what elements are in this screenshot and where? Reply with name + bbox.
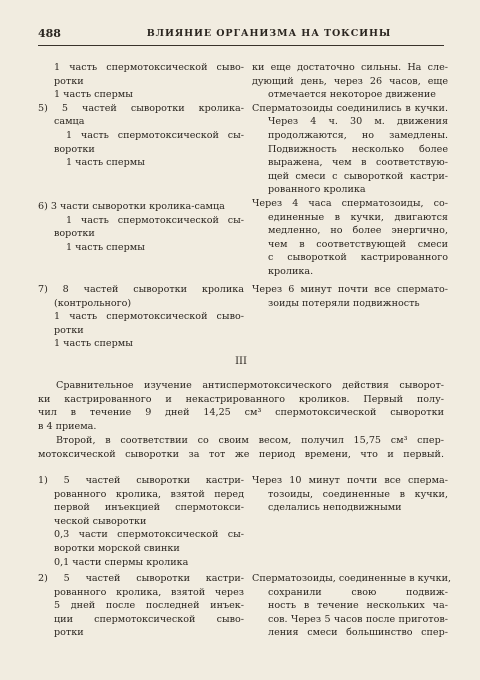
intro-paragraph — [38, 379, 444, 433]
mixture-column-top-7 — [38, 283, 244, 351]
mixture-line: ротки — [54, 75, 84, 87]
observation-line: ность в течение нескольких ча- — [268, 600, 448, 612]
mixture-line: ротки — [54, 324, 84, 336]
observation-line: чем в соответствующей смеси — [268, 238, 448, 250]
observation-line: сделались неподвижными — [268, 502, 402, 514]
mixture-line: 1 часть спермы — [66, 157, 145, 169]
mixture-line: ции спермотоксической сыво- — [54, 613, 244, 625]
observation-line: медленно, но более энергично, — [268, 225, 448, 237]
paragraph-line: ки кастрированного и некастрированного кроликов. Первый полу- — [38, 393, 444, 405]
mixture-line: 1 часть спермы — [54, 338, 133, 350]
observation-line: кролика. — [268, 265, 314, 277]
second-paragraph — [38, 434, 444, 461]
mixture-line: ческой сыворотки — [54, 515, 147, 527]
paragraph-line: Сравнительное изучение антиспермотоксического действия сыворот- — [56, 380, 444, 391]
mixture-line: 1 часть спермотоксической сы- — [66, 129, 244, 141]
page-number: 488 — [38, 27, 61, 40]
page-header — [38, 27, 444, 43]
mixture-column-bottom-2 — [38, 572, 244, 640]
observation-line: Через 4 часа сперматозоиды, со- — [252, 197, 448, 209]
mixture-line: 1) 5 частей сыворотки кастри- — [38, 475, 244, 486]
mixture-line: 6) 3 части сыворотки кролика-самца — [38, 201, 225, 212]
observation-column-bottom-2 — [252, 572, 452, 640]
observation-line: ки еще достаточно сильны. На сле- — [252, 62, 448, 73]
mixture-line: 0,3 части спермотоксической сы- — [54, 529, 244, 541]
observation-line: тозоиды, соединенные в кучки, — [268, 488, 448, 500]
observation-line: дующий день, через 26 часов, еще — [252, 75, 448, 87]
observation-line: Через 4 ч. 30 м. движения — [268, 116, 448, 128]
mixture-column-top-6 — [38, 200, 244, 254]
observation-line: выражена, чем в соответствую- — [268, 157, 448, 169]
paragraph-line: мотоксической сыворотки за тот же период времени, что и первый. — [38, 448, 444, 460]
observation-column-top-7 — [252, 283, 448, 310]
observation-column-top — [252, 61, 448, 279]
observation-line: Через 10 минут почти все сперма- — [252, 475, 448, 486]
header-rule — [38, 45, 444, 46]
mixture-line: рованного кролика, взятой через — [54, 586, 244, 598]
observation-column-bottom — [252, 474, 448, 515]
mixture-column-top — [38, 61, 244, 170]
paragraph-line: в 4 приема. — [38, 420, 97, 432]
mixture-line: (контрольного) — [54, 297, 132, 309]
observation-line: Сперматозоиды, соединенные в кучки, — [252, 573, 452, 584]
running-head: ВЛИЯНИЕ ОРГАНИЗМА НА ТОКСИНЫ — [146, 28, 392, 39]
observation-line: единенные в кучки, двигаются — [268, 211, 448, 223]
observation-line: ления смеси большинство спер- — [268, 627, 448, 639]
mixture-line: 5) 5 частей сыворотки кролика- — [38, 102, 244, 114]
mixture-line: 2) 5 частей сыворотки кастри- — [38, 573, 244, 584]
mixture-line: 1 часть спермотоксической сыво- — [54, 62, 244, 73]
observation-line: отмечается некоторое движение — [268, 89, 436, 101]
mixture-line: 7) 8 частей сыворотки кролика — [38, 284, 244, 295]
mixture-column-bottom — [38, 474, 244, 569]
section-number: III — [235, 356, 247, 367]
mixture-line: 0,1 части спермы кролика — [54, 556, 189, 568]
observation-line: рованного кролика — [268, 184, 366, 196]
mixture-line: 1 часть спермотоксической сыво- — [54, 311, 244, 323]
paragraph-line: Второй, в соответствии со своим весом, получил 15,75 см³ спер- — [56, 435, 444, 446]
mixture-line: воротки морской свинки — [54, 542, 180, 554]
observation-line: Сперматозоиды соединились в кучки. — [252, 102, 448, 114]
mixture-line: самца — [54, 116, 85, 128]
mixture-line: воротки — [54, 228, 95, 240]
mixture-line: 5 дней после последней инъек- — [54, 600, 244, 612]
mixture-line: 1 часть спермы — [54, 89, 133, 101]
mixture-line: воротки — [54, 143, 95, 155]
observation-line: Через 6 минут почти все спермато- — [252, 284, 448, 295]
mixture-line: 1 часть спермотоксической сы- — [66, 214, 244, 226]
mixture-line: рованного кролика, взятой перед — [54, 488, 244, 500]
observation-line: Подвижность несколько более — [268, 143, 448, 155]
paragraph-line: чил в течение 9 дней 14,25 см³ спермотоксической сыворотки — [38, 407, 444, 419]
observation-line: сохранили свою подвиж- — [268, 586, 448, 598]
observation-line: зоиды потеряли подвижность — [268, 297, 420, 309]
mixture-line: ротки — [54, 627, 84, 639]
observation-line: продолжаются, но замедлены. — [268, 129, 448, 141]
mixture-line: первой инъекцией спермотокси- — [54, 502, 244, 514]
observation-line: с сывороткой кастрированного — [268, 252, 448, 264]
observation-line: сов. Через 5 часов после приготов- — [268, 613, 448, 625]
observation-line: щей смеси с сывороткой кастри- — [268, 170, 448, 182]
mixture-line: 1 часть спермы — [66, 241, 145, 253]
